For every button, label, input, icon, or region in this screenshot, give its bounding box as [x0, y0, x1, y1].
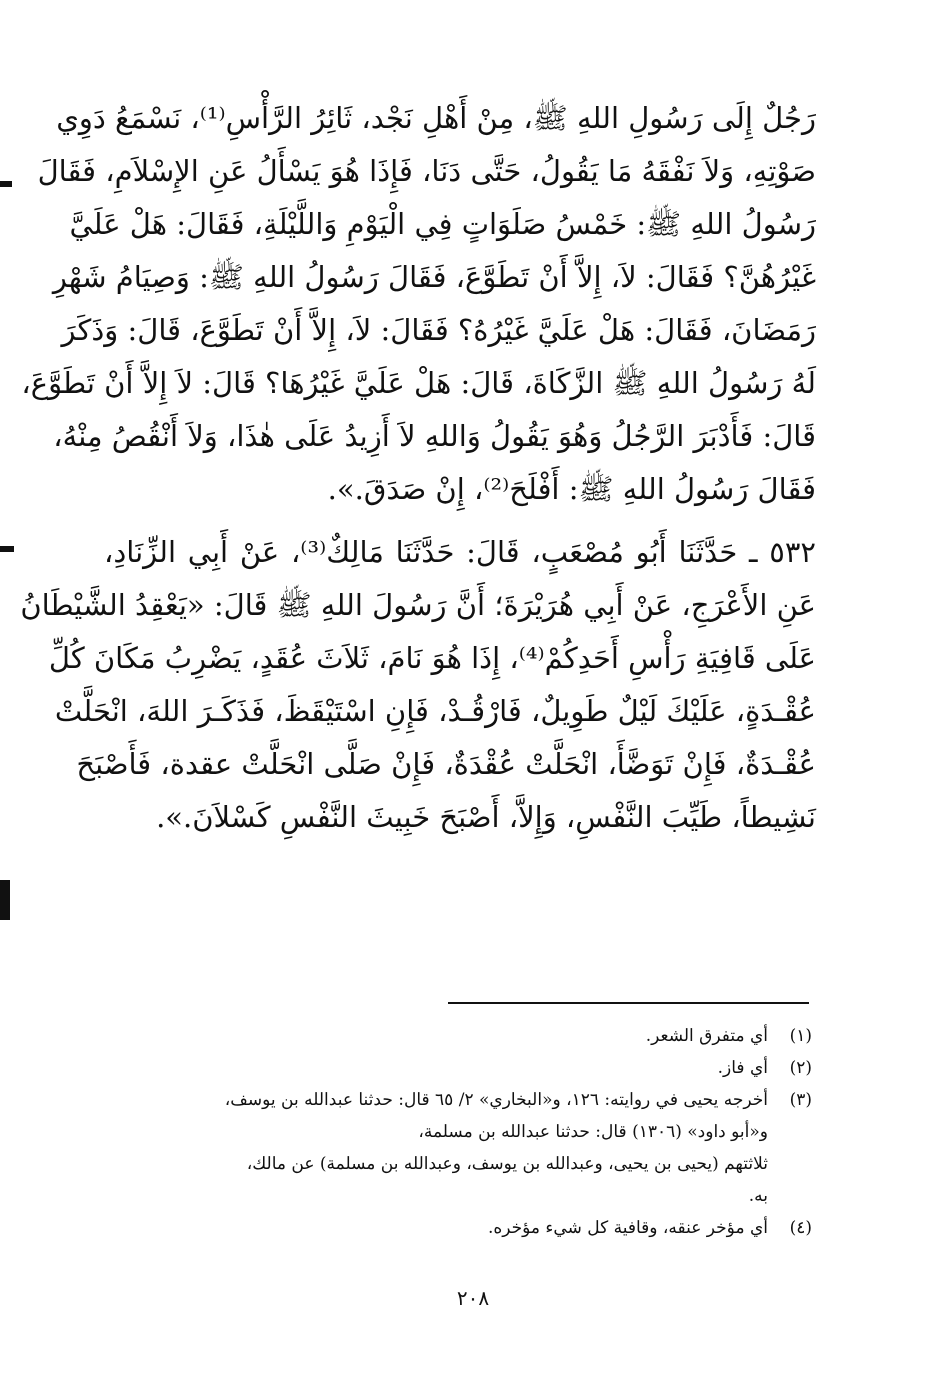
- main-text: [20, 92, 816, 844]
- text-line: فَقَالَ رَسُولُ اللهِ ﷺ: أَفْلَحَ⁽²⁾، إِنْ صَدَقَ.».: [327, 472, 816, 506]
- footnote-number: (٢): [789, 1058, 812, 1078]
- footnote-number: (١): [789, 1026, 812, 1046]
- footnotes: [100, 1020, 812, 1244]
- footnote-text: أي متفرق الشعر.: [645, 1026, 768, 1046]
- footnote-1: [100, 1020, 812, 1052]
- text-line: غَيْرُهُنَّ؟ فَقَالَ: لاَ، إِلاَّ أَنْ تَطَوَّعَ، فَقَالَ رَسُولُ اللهِ ﷺ: وَصِيَامُ شَهْرِ: [52, 260, 816, 294]
- text-line: عَلَى قَافِيَةِ رَأْسِ أَحَدِكُمْ⁽⁴⁾، إِذَا هُوَ نَامَ، ثَلاَثَ عُقَدٍ، يَضْرِبُ مَكَانَ كُلِّ: [48, 641, 816, 675]
- scan-edge-mark: [0, 181, 12, 187]
- text-line: لَهُ رَسُولُ اللهِ ﷺ الزَّكَاةَ، قَالَ: هَلْ عَلَيَّ غَيْرُهَا؟ قَالَ: لاَ إِلاَّ أَنْ تَطَوَّعَ،: [21, 366, 816, 400]
- text-line: رَسُولُ اللهِ ﷺ: خَمْسُ صَلَوَاتٍ فِي الْيَوْمِ وَاللَّيْلَةِ، فَقَالَ: هَلْ عَلَيَّ: [69, 207, 816, 241]
- footnote-divider: [448, 1002, 809, 1004]
- footnote-text: أي فاز.: [717, 1058, 768, 1078]
- paragraph-hadith-532: [20, 526, 816, 844]
- footnote-2: [100, 1052, 812, 1084]
- footnote-3-continuation: و«أبو داود» (١٣٠٦) قال: حدثنا عبدالله بن مسلمة،: [418, 1122, 768, 1142]
- scan-edge-mark: [0, 546, 14, 552]
- page-number: ٢٠٨: [456, 1286, 490, 1310]
- text-line: صَوْتِهِ، وَلاَ نَفْقَهُ مَا يَقُولُ، حَتَّى دَنَا، فَإِذَا هُوَ يَسْأَلُ عَنِ الإِسْلاَمِ، فَقَالَ: [37, 154, 816, 188]
- text-line: عَنِ الأَعْرَجِ، عَنْ أَبِي هُرَيْرَةَ؛ أَنَّ رَسُولَ اللهِ ﷺ قَالَ: «يَعْقِدُ الشَّيْطَانُ: [20, 588, 816, 622]
- text-line: نَشِيطاً، طَيِّبَ النَّفْسِ، وَإِلاَّ، أَصْبَحَ خَبِيثَ النَّفْسِ كَسْلاَنَ.».: [156, 800, 816, 834]
- text-line: رَمَضَانَ، فَقَالَ: هَلْ عَلَيَّ غَيْرُهُ؟ فَقَالَ: لاَ، إِلاَّ أَنْ تَطَوَّعَ، قَالَ: وَذَكَرَ: [61, 313, 816, 347]
- footnote-3-continuation: ثلاثتهم (يحيى بن يحيى، وعبدالله بن يوسف، وعبدالله بن مسلمة) عن مالك،: [246, 1154, 768, 1174]
- footnote-number: (٤): [789, 1218, 812, 1238]
- text-line: رَجُلٌ إِلَى رَسُولِ اللهِ ﷺ، مِنْ أَهْلِ نَجْد، ثَائِرُ الرَّأْسِ⁽¹⁾، نَسْمَعُ دَوِي: [56, 101, 816, 135]
- footnote-text: أي مؤخر عنقه، وقافية كل شيء مؤخره.: [487, 1218, 768, 1238]
- text-line: قَالَ: فَأَدْبَرَ الرَّجُلُ وَهُوَ يَقُولُ وَاللهِ لاَ أَزِيدُ عَلَى هٰذَا، وَلاَ أَنْقُصُ مِنْهُ،: [53, 419, 816, 453]
- footnote-number: (٣): [789, 1090, 812, 1110]
- text-line: عُقْـدَةٌ، فَإِنْ تَوَضَّأَ، انْحَلَّتْ عُقْدَةٌ، فَإِنْ صَلَّى انْحَلَّتْ عقدة، فَأَصْبَحَ: [76, 747, 816, 781]
- paragraph-spacer: [104, 516, 816, 526]
- footnote-text: أخرجه يحيى في روايته: ١٢٦، و«البخاري» ٢/ ٦٥ قال: حدثنا عبدالله بن يوسف،: [224, 1090, 768, 1110]
- footnote-3-continuation: به.: [748, 1186, 768, 1206]
- paragraph-hadith-531-continuation: [21, 92, 816, 516]
- footnote-4: [100, 1212, 812, 1244]
- text-line: عُقْـدَةٍ، عَلَيْكَ لَيْلٌ طَوِيلٌ، فَارْقُـدْ، فَإِنِ اسْتَيْقَظَ، فَذَكَـرَ اللهَ، انْحَلَّتْ: [54, 694, 816, 728]
- footnote-3: [100, 1084, 812, 1116]
- scan-edge-mark: [0, 880, 10, 920]
- text-line: ٥٣٢ ـ حَدَّثَنَا أَبُو مُصْعَبٍ، قَالَ: حَدَّثَنَا مَالِكٌ⁽³⁾، عَنْ أَبِي الزِّنَادِ،: [104, 535, 816, 569]
